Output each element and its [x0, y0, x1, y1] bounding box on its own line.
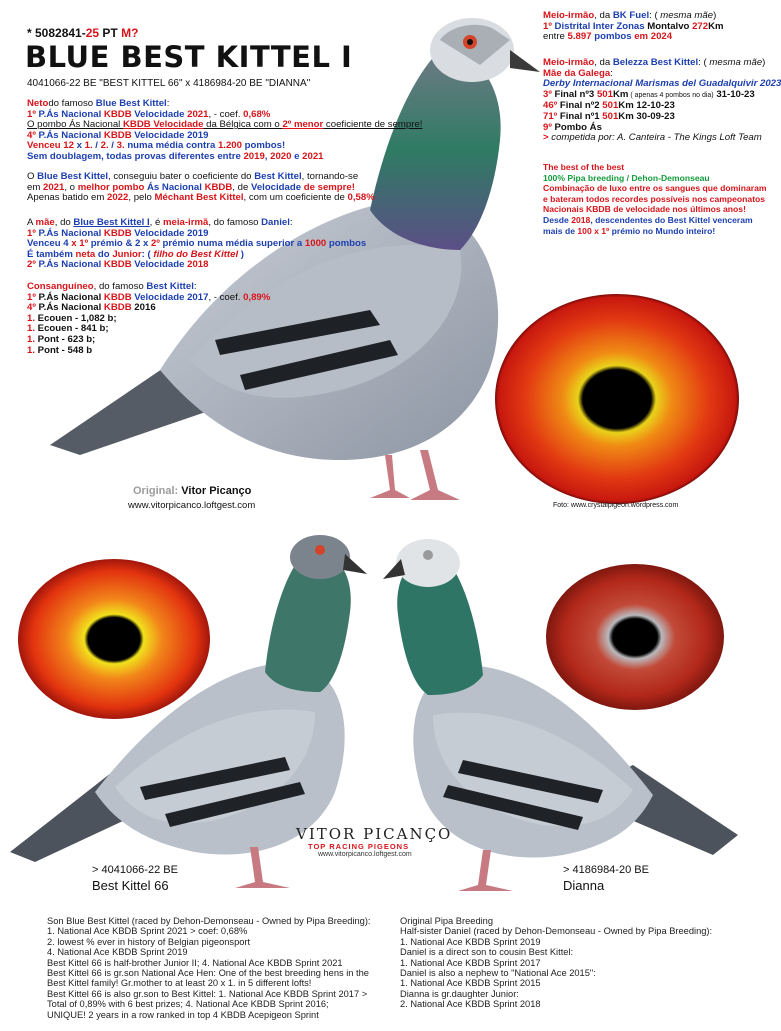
text-run: P.Ás Nacional — [35, 302, 104, 314]
text-run: KBDB — [103, 259, 132, 271]
text-run: , conseguiu bater o coeficiente do — [108, 171, 255, 182]
text-run: P.Ás Nacional — [35, 227, 104, 239]
text-run: Blue Best Kittel I — [73, 217, 150, 228]
text-run: KBDB — [103, 227, 132, 239]
text-run: KBDB — [103, 108, 132, 120]
text-run: , tornando-se — [301, 171, 359, 182]
text-run: x — [73, 140, 85, 152]
text-run: KBDB Velocidade — [122, 119, 204, 131]
text-run: meia-irmã — [163, 217, 209, 228]
footer-left-line: Best Kittel 66 is half-brother Junior II; 4. National Ace KBDB Sprint 2021 — [47, 957, 343, 968]
text-run: BK Fuel — [612, 10, 650, 21]
text-run: 1º — [543, 20, 552, 32]
right-block3-line — [543, 214, 753, 226]
block3-line — [27, 260, 372, 271]
text-run: pombos — [591, 31, 635, 43]
text-run: 1. — [27, 344, 36, 356]
text-run: Pont - 623 b; — [35, 333, 96, 345]
text-run: 2018 — [187, 259, 209, 271]
text-run: 1000 — [304, 238, 327, 250]
footer-left-line: Total of 0,89% with 6 best prizes; 4. National Ace KBDB Sprint 2016; — [47, 999, 329, 1010]
text-run: 2. — [100, 140, 109, 152]
original-label: Original: — [133, 485, 179, 497]
footer-left-line: UNIQUE! 2 years in a row ranked in top 4 KBDB Acepigeon Sprint — [47, 1009, 319, 1020]
footer-right-line: Daniel is a direct son to cousin Best Kittel: — [400, 947, 574, 958]
text-run: coeficiente de sempre! — [323, 119, 423, 131]
text-run: 5.897 — [567, 31, 592, 43]
text-run: O pombo Ás Nacional — [27, 119, 123, 131]
footer-right-line: 1. National Ace KBDB Sprint 2019 — [400, 936, 541, 947]
text-run: Meio-irmão — [543, 57, 595, 68]
text-run: pombos — [326, 238, 367, 250]
logo-name: VITOR PICANÇO — [296, 825, 453, 843]
text-run: , - coef. — [208, 108, 244, 120]
text-run: Apenas batido em — [27, 192, 108, 204]
footer-left-line: Son Blue Best Kittel (raced by Dehon-Demonseau - Owned by Pipa Breeding): — [47, 916, 371, 926]
text-run: 46º — [543, 100, 558, 112]
text-run: 3. — [116, 140, 125, 152]
right-block2-line — [543, 132, 762, 144]
block4-line — [27, 346, 372, 357]
text-run: Km — [708, 20, 724, 32]
text-run: pombos! — [241, 140, 286, 152]
text-run: 2016 — [131, 302, 156, 314]
text-run: numa média contra — [124, 140, 218, 152]
text-run: KBDB — [204, 181, 233, 193]
text-run: : — [610, 67, 613, 79]
text-run: 9º — [543, 121, 552, 133]
text-run: : ( — [141, 248, 151, 260]
text-run: em — [27, 181, 43, 193]
text-run: P.Ás Nacional — [35, 129, 104, 141]
text-run: 71º — [543, 110, 558, 122]
original-credit — [133, 485, 251, 497]
right-block3-line — [543, 162, 748, 173]
text-run: Mãe da Galega — [543, 67, 611, 79]
text-run: P.Ás Nacional — [35, 259, 104, 271]
text-run: Best Kittel — [254, 171, 302, 182]
text-run: Km 12-10-23 — [618, 100, 675, 112]
text-run: É também — [27, 248, 76, 260]
text-run: 4º — [27, 302, 36, 314]
footer-right-line: 2. National Ace KBDB Sprint 2018 — [400, 999, 541, 1010]
text-run: Final nº2 — [557, 100, 603, 112]
text-run: , o — [64, 181, 78, 193]
ring-year: 25 — [85, 26, 100, 40]
text-run: 1º — [27, 227, 36, 239]
text-run: 2020 — [270, 150, 292, 162]
text-run: Junior — [112, 248, 142, 260]
text-run: 3º — [543, 88, 552, 100]
text-run: , da — [594, 57, 613, 68]
text-run: 501 — [602, 110, 619, 122]
text-run: 1.200 — [217, 140, 242, 152]
text-run: 2º menor — [282, 119, 324, 131]
sire-ring: > 4041066-22 BE — [92, 864, 178, 876]
footer-left-line: Best Kittel 66 is also gr.son to Best Kittel: 1. National Ace KBDB Sprint 2017 > — [47, 988, 368, 999]
footer-left — [47, 916, 371, 1020]
footer-left-line: Best Kittel 66 is gr.son National Ace Hen: One of the best breeding hens in the — [47, 968, 369, 979]
right-block-best-of-best — [543, 162, 767, 236]
original-name: Vitor Picanço — [178, 485, 252, 497]
block-mother — [27, 218, 372, 271]
text-run: do famoso — [48, 98, 96, 109]
right-block3-line — [543, 173, 748, 184]
text-run: : — [289, 217, 293, 228]
text-run: 0,58% — [347, 192, 375, 204]
footer-left-line: 1. National Ace KBDB Sprint 2021 > coef: 0,68% — [47, 926, 248, 937]
text-run: 4º — [27, 129, 36, 141]
text-run: Km — [612, 88, 629, 100]
text-run: prémio & 2 x — [88, 238, 152, 250]
text-run: ) — [762, 57, 766, 68]
block1-line — [27, 152, 372, 163]
text-run: KBDB — [103, 291, 132, 303]
text-run: Km 30-09-23 — [618, 110, 675, 122]
text-run: Ecouen - 1,082 b; — [35, 312, 117, 324]
text-run: : — [166, 98, 170, 109]
text-run: / — [92, 140, 101, 152]
text-run: 1. — [84, 140, 93, 152]
text-run: 0,89% — [243, 291, 271, 303]
text-run: : ( — [649, 10, 658, 21]
block-inbred — [27, 282, 372, 356]
logo-tagline: TOP RACING PIGEONS — [308, 842, 410, 851]
text-run: 2021 — [43, 181, 65, 193]
text-run: , pelo — [128, 192, 155, 204]
text-run: Blue Best Kittel — [95, 98, 167, 109]
text-run: mesma mãe — [657, 10, 714, 21]
text-run: 272 — [692, 20, 709, 32]
text-run: melhor pombo — [77, 181, 145, 193]
ring-sex: M? — [121, 26, 139, 40]
text-run: do — [95, 248, 113, 260]
text-run: O — [27, 171, 38, 182]
right-block3-line — [543, 204, 748, 215]
logo-url: www.vitorpicanco.loftgest.com — [318, 851, 412, 858]
text-run: Venceu 12 — [27, 140, 74, 152]
text-run: 0,68% — [243, 108, 271, 120]
text-run: de sempre! — [301, 181, 355, 193]
text-run: Ecouen - 841 b; — [35, 323, 109, 335]
text-run: neta — [75, 248, 96, 260]
sire-name: Best Kittel 66 — [92, 878, 169, 893]
footer-left-line: 4. National Ace KBDB Sprint 2019 — [47, 947, 188, 958]
text-run: Nacionais KBDB de velocidade nos últimos anos! — [543, 204, 746, 215]
text-run: Daniel — [261, 217, 290, 228]
text-run: > — [543, 132, 552, 144]
text-run: , do famoso — [208, 217, 262, 228]
main-eye-image — [492, 292, 742, 507]
text-run: Velocidade — [250, 181, 302, 193]
block-grandson — [27, 98, 423, 163]
text-run: mais de — [543, 225, 578, 236]
text-run: 2022 — [107, 192, 129, 204]
text-run: , com um coeficiente de — [243, 192, 348, 204]
right-block3-line — [543, 193, 766, 205]
block-coefficient — [27, 171, 375, 204]
text-run: Combinação de luxo entre os sangues que dominaram — [543, 183, 767, 194]
text-run: 100 x 1º — [577, 225, 610, 236]
text-run: 1. — [27, 333, 36, 345]
footer-right-line: Dianna is gr.daughter Junior: — [400, 988, 519, 999]
text-run: , de — [232, 181, 251, 193]
text-run: 2018 — [571, 214, 591, 225]
pedigree-line: 4041066-22 BE "BEST KITTEL 66" x 4186984-20 BE "DIANNA" — [27, 78, 311, 89]
text-run: P.Ás Nacional — [35, 291, 104, 303]
text-run: , é — [149, 217, 163, 228]
text-run: competida por: A. Canteira - The Kings Loft Team — [551, 132, 762, 144]
photo-credit: Foto: www.crystalpigeon.wordpress.com — [553, 502, 679, 509]
text-run: Blue Best Kittel — [37, 171, 109, 182]
text-run: 1º — [27, 291, 36, 303]
text-run: Ás Nacional — [144, 181, 205, 193]
text-run: x 1º — [68, 238, 89, 250]
text-run: Méchant Best Kittel — [154, 192, 244, 204]
text-run: 100% Pipa breeding / Dehon-Demonseau — [543, 172, 710, 183]
text-run: mãe — [35, 217, 55, 228]
text-run: : — [193, 281, 197, 292]
text-run: e bateram todos recordes possíveis nos campeonatos — [543, 193, 766, 204]
text-run: Belezza Best Kittel — [612, 57, 699, 68]
footer-left-line: Best Kittel family! Gr.mother to at least 20 x 1. in 5 different lofts! — [47, 978, 312, 989]
dam-ring: > 4186984-20 BE — [563, 864, 649, 876]
text-run: Velocidade — [131, 259, 188, 271]
footer-right — [400, 916, 712, 1010]
text-run: 1. — [27, 312, 36, 324]
text-run: Montalvo — [647, 20, 693, 32]
text-run: , — [264, 150, 271, 162]
text-run: filho do Best Kittel — [150, 248, 239, 260]
text-run: P.Ás Nacional — [35, 108, 104, 120]
text-run: Pont - 548 b — [35, 344, 93, 356]
right-block3-line — [543, 183, 767, 194]
footer-right-line: Original Pipa Breeding — [400, 916, 494, 926]
text-run: Final nº3 — [551, 88, 597, 100]
text-run: prémio numa média superior a — [159, 238, 305, 250]
text-run: Velocidade 2017 — [131, 291, 209, 303]
text-run: ( apenas 4 pombos no dia) — [628, 91, 714, 99]
text-run: , do famoso — [93, 281, 147, 292]
text-run: 1. — [27, 323, 36, 335]
text-run: Venceu 4 — [27, 238, 69, 250]
original-url: www.vitorpicanco.loftgest.com — [128, 500, 256, 511]
ring-prefix: * 5082841- — [27, 26, 86, 40]
text-run: Desde — [543, 214, 572, 225]
text-run: Velocidade 2019 — [131, 227, 209, 239]
text-run: Meio-irmão — [543, 10, 595, 21]
text-run: Pombo Ás — [551, 121, 602, 133]
text-run: ) — [713, 10, 717, 21]
text-run: A — [27, 217, 36, 228]
text-run: Sem doublagem, todas provas diferentes entre — [27, 150, 244, 162]
text-run: Neto — [27, 98, 49, 109]
text-run: mesma mãe — [706, 57, 763, 68]
text-run: e — [291, 150, 303, 162]
text-run: Final nº1 — [557, 110, 603, 122]
text-run: , - coef. — [208, 291, 244, 303]
text-run: 1º — [27, 108, 36, 120]
footer-right-line: 1. National Ace KBDB Sprint 2017 — [400, 957, 541, 968]
text-run: 31-10-23 — [713, 88, 755, 100]
dam-name: Dianna — [563, 878, 605, 893]
text-run: em 2024 — [634, 31, 673, 43]
text-run: : ( — [698, 57, 707, 68]
page-title: BLUE BEST KITTEL I — [25, 40, 353, 74]
text-run: The best of the best — [543, 162, 625, 172]
block2-line — [27, 192, 375, 204]
text-run: 2º — [27, 259, 36, 271]
text-run: da Bélgica com o — [203, 119, 283, 131]
text-run: , da — [594, 10, 613, 21]
text-run: Velocidade 2019 — [131, 129, 209, 141]
text-run: , descendentes do Best Kittel venceram — [590, 214, 753, 225]
text-run: 501 — [602, 100, 619, 112]
text-run: prémio no Mundo inteiro! — [609, 225, 716, 236]
text-run: 2º — [151, 238, 160, 250]
text-run: KBDB — [103, 129, 132, 141]
text-run: Distrital Inter Zonas — [551, 20, 648, 32]
footer-right-line: 1. National Ace KBDB Sprint 2015 — [400, 978, 541, 989]
text-run: Velocidade — [131, 108, 188, 120]
text-run: 2021 — [302, 150, 324, 162]
text-run: , do — [54, 217, 74, 228]
text-run: 2021 — [187, 108, 209, 120]
footer-left-line: 2. lowest % ever in history of Belgian pigeonsport — [47, 936, 251, 947]
right-block-halfbrother-belezza — [543, 57, 781, 144]
ring-suffix: PT — [99, 26, 122, 40]
text-run: entre — [543, 31, 568, 43]
text-run: Best Kittel — [146, 281, 194, 292]
text-run: Derby Internacional Marismas del Guadalquivir 2023 — [543, 78, 781, 90]
text-run: 501 — [596, 88, 613, 100]
footer-right-line: Half-sister Daniel (raced by Dehon-Demonseau - Owned by Pipa Breeding): — [400, 926, 713, 937]
text-run: 2019 — [243, 150, 265, 162]
text-run: Consanguíneo — [27, 281, 94, 292]
right-block1-line — [543, 32, 748, 43]
text-run: / — [108, 140, 117, 152]
footer-right-line: Daniel is also a nephew to "National Ace 2015": — [400, 968, 596, 979]
text-run: ) — [238, 248, 245, 260]
text-run: KBDB — [103, 302, 132, 314]
right-block-halfbrother-fuel — [543, 11, 748, 43]
right-block3-line — [543, 226, 748, 237]
